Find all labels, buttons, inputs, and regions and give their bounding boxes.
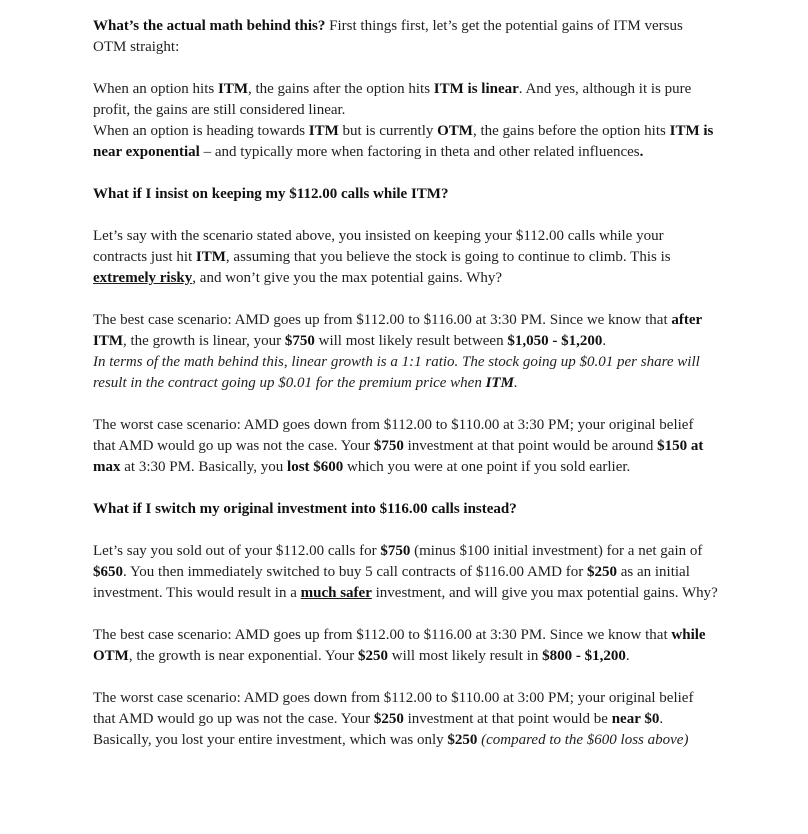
text-span: , the growth is near exponential. Your (128, 648, 358, 664)
italic-span (481, 732, 688, 748)
text-span: ITM (485, 375, 514, 391)
text-span: In terms of the math behind this, linear growth is a 1:1 ratio. The stock going up $0.01 per share will result in the contract going up $0.01 for the premium price when (93, 354, 700, 391)
text-span: , the gains before the option hits (472, 123, 670, 139)
text-span: , the gains after the option hits (247, 81, 434, 97)
text-span: ITM (308, 123, 339, 139)
text-span: , assuming that you believe the stock is going to continue to climb. This is (225, 249, 671, 265)
text-span: while OTM (93, 627, 706, 664)
text-span: When an option is heading towards (93, 123, 309, 139)
text-span: What if I insist on keeping my $112.00 calls while ITM? (93, 186, 449, 202)
underline-span (93, 270, 192, 286)
text-span: will most likely result between (314, 333, 508, 349)
text-span: but is currently (338, 123, 438, 139)
paragraph-keep-scenario (93, 226, 718, 289)
paragraph-intro (93, 16, 718, 58)
text-span: $800 - $1,200 (542, 648, 626, 664)
text-span: . And yes, although it is pure profit, the gains are still considered linear. (93, 81, 692, 118)
text-span: $750 (284, 333, 315, 349)
text-span: after ITM (93, 312, 702, 349)
text-span: OTM (437, 123, 473, 139)
text-span: much safer (300, 585, 372, 601)
text-span: which you were at one point if you sold earlier. (343, 459, 631, 475)
text-span: (compared to the $600 loss above) (481, 732, 689, 748)
paragraph-keep-worst (93, 415, 718, 478)
paragraph-keep-best (93, 310, 718, 352)
text-span: . (639, 144, 644, 160)
text-span: First things first, let’s get the potential gains of ITM versus OTM straight: (93, 18, 683, 55)
text-span: ITM (217, 81, 248, 97)
paragraph-switch-scenario (93, 541, 718, 604)
text-span: $1,050 - $1,200 (507, 333, 603, 349)
text-span: lost $600 (287, 459, 344, 475)
paragraph-keep-math (93, 352, 718, 394)
text-span: $750 (380, 543, 411, 559)
text-span: The best case scenario: AMD goes up from $112.00 to $116.00 at 3:30 PM. Since we know that (93, 312, 672, 328)
text-span: – and typically more when factoring in theta and other related influences (199, 144, 640, 160)
text-span: as an initial investment. This would result in a (93, 564, 690, 601)
text-span: $250 (357, 648, 388, 664)
text-span: investment at that point would be around (403, 438, 658, 454)
text-span: . (625, 648, 630, 664)
text-span: (minus $100 initial investment) for a net gain of (410, 543, 703, 559)
text-span: ITM is near exponential (93, 123, 714, 160)
text-span: What if I switch my original investment into $116.00 calls instead? (93, 501, 517, 517)
text-span: $250 (373, 711, 404, 727)
text-span: investment at that point would be (403, 711, 612, 727)
text-span: . (602, 333, 607, 349)
text-span: $750 (373, 438, 404, 454)
text-span: $150 at max (93, 438, 704, 475)
text-span: Let’s say you sold out of your $112.00 calls for (93, 543, 381, 559)
text-span: will most likely result in (387, 648, 543, 664)
paragraph-heading-switch (93, 499, 718, 520)
text-span: The worst case scenario: AMD goes down from $112.00 to $110.00 at 3:00 PM; your original belief that AMD would go up was not the case. Your (93, 690, 694, 727)
italic-span (486, 375, 514, 391)
text-span: $650 (93, 564, 123, 580)
paragraph-switch-worst (93, 688, 718, 751)
paragraph-itm-linear (93, 79, 718, 121)
italic-span (93, 354, 700, 391)
text-span: What’s the actual math behind this? (93, 18, 326, 34)
text-span: near $0 (611, 711, 660, 727)
text-span: , the growth is linear, your (123, 333, 285, 349)
text-span: The worst case scenario: AMD goes down from $112.00 to $110.00 at 3:30 PM; your original belief that AMD would go up was not the case. Your (93, 417, 694, 454)
italic-span (514, 375, 518, 391)
text-span: ITM is linear (433, 81, 519, 97)
underline-span (301, 585, 372, 601)
text-span: at 3:30 PM. Basically, you (120, 459, 288, 475)
text-span: investment, and will give you max potential gains. Why? (371, 585, 718, 601)
text-span: , and won’t give you the max potential gains. Why? (192, 270, 503, 286)
text-span: . (513, 375, 518, 391)
text-span: $250 (447, 732, 478, 748)
text-span: extremely risky (93, 270, 193, 286)
text-span: When an option hits (93, 81, 218, 97)
paragraph-switch-best (93, 625, 718, 667)
text-span: . Basically, you lost your entire investment, which was only (93, 711, 664, 748)
text-span: ITM (195, 249, 226, 265)
paragraph-otm-exponential (93, 121, 718, 163)
text-span: . You then immediately switched to buy 5 call contracts of $116.00 AMD for (123, 564, 587, 580)
text-span: The best case scenario: AMD goes up from $112.00 to $116.00 at 3:30 PM. Since we know that (93, 627, 672, 643)
text-span: Let’s say with the scenario stated above, you insisted on keeping your $112.00 calls while your contracts just hit (93, 228, 664, 265)
text-span: $250 (586, 564, 617, 580)
paragraph-heading-keep (93, 184, 718, 205)
document-body (93, 16, 718, 751)
